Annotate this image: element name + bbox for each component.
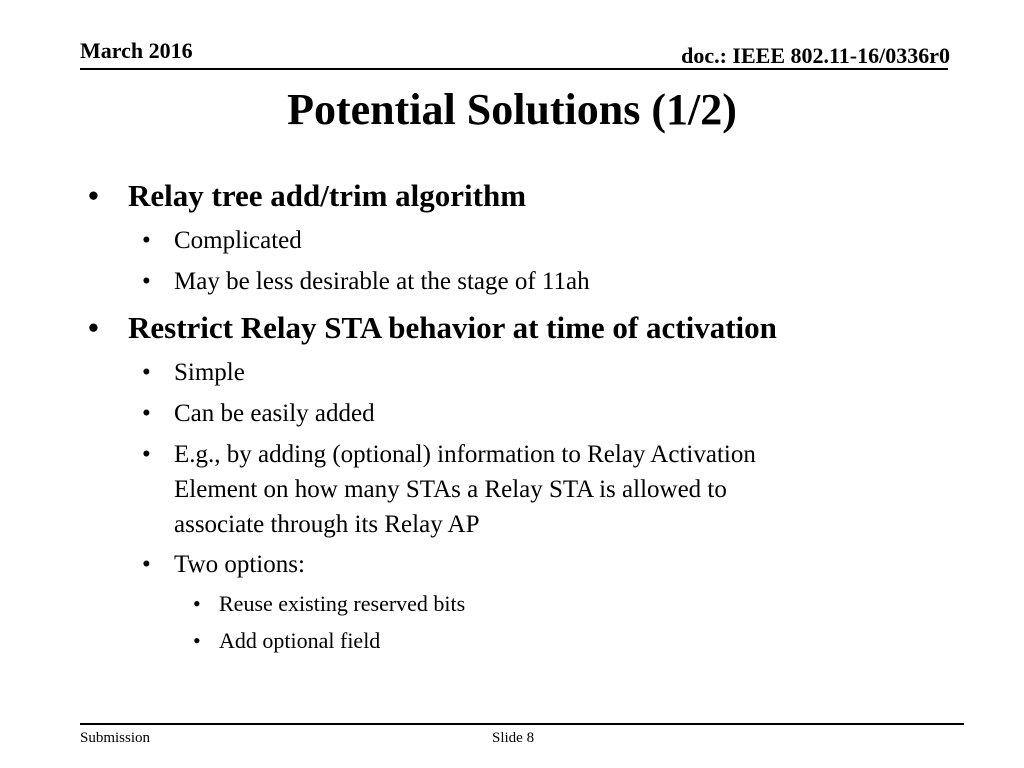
bullet-marker: • [142, 268, 151, 295]
sub-bullet-complicated: Complicated [174, 227, 302, 254]
sub-bullet-example-line-2: Element on how many STAs a Relay STA is allowed to [174, 476, 727, 503]
sub-bullet-example-line-1: E.g., by adding (optional) information to Relay Activation [174, 441, 756, 468]
bullet-marker: • [142, 359, 151, 386]
option-add-optional-field: Add optional field [219, 628, 381, 653]
sub-bullet-two-options: Two options: [174, 551, 305, 578]
bullet-marker: • [88, 310, 99, 345]
sub-bullet-easily-added: Can be easily added [174, 400, 375, 427]
bullet-relay-tree: Relay tree add/trim algorithm [128, 178, 527, 213]
slide-title: Potential Solutions (1/2) [287, 85, 737, 134]
sub-bullet-simple: Simple [174, 359, 245, 386]
bullet-marker: • [142, 551, 151, 578]
option-reuse-reserved-bits: Reuse existing reserved bits [219, 591, 466, 616]
header-doc-id: doc.: IEEE 802.11-16/0336r0 [681, 43, 950, 68]
header-date: March 2016 [80, 38, 193, 63]
bullet-marker: • [193, 591, 201, 616]
bullet-marker: • [88, 178, 99, 213]
bullet-marker: • [142, 227, 151, 254]
bullet-marker: • [142, 400, 151, 427]
sub-bullet-example-line-3: associate through its Relay AP [174, 511, 480, 538]
footer-divider [80, 723, 964, 725]
bullet-marker: • [193, 628, 201, 653]
footer-submission: Submission [80, 730, 151, 746]
bullet-restrict-relay: Restrict Relay STA behavior at time of activation [128, 310, 777, 345]
bullet-marker: • [142, 441, 151, 468]
sub-bullet-less-desirable: May be less desirable at the stage of 11ah [174, 268, 590, 295]
footer-slide-number: Slide 8 [492, 730, 535, 746]
